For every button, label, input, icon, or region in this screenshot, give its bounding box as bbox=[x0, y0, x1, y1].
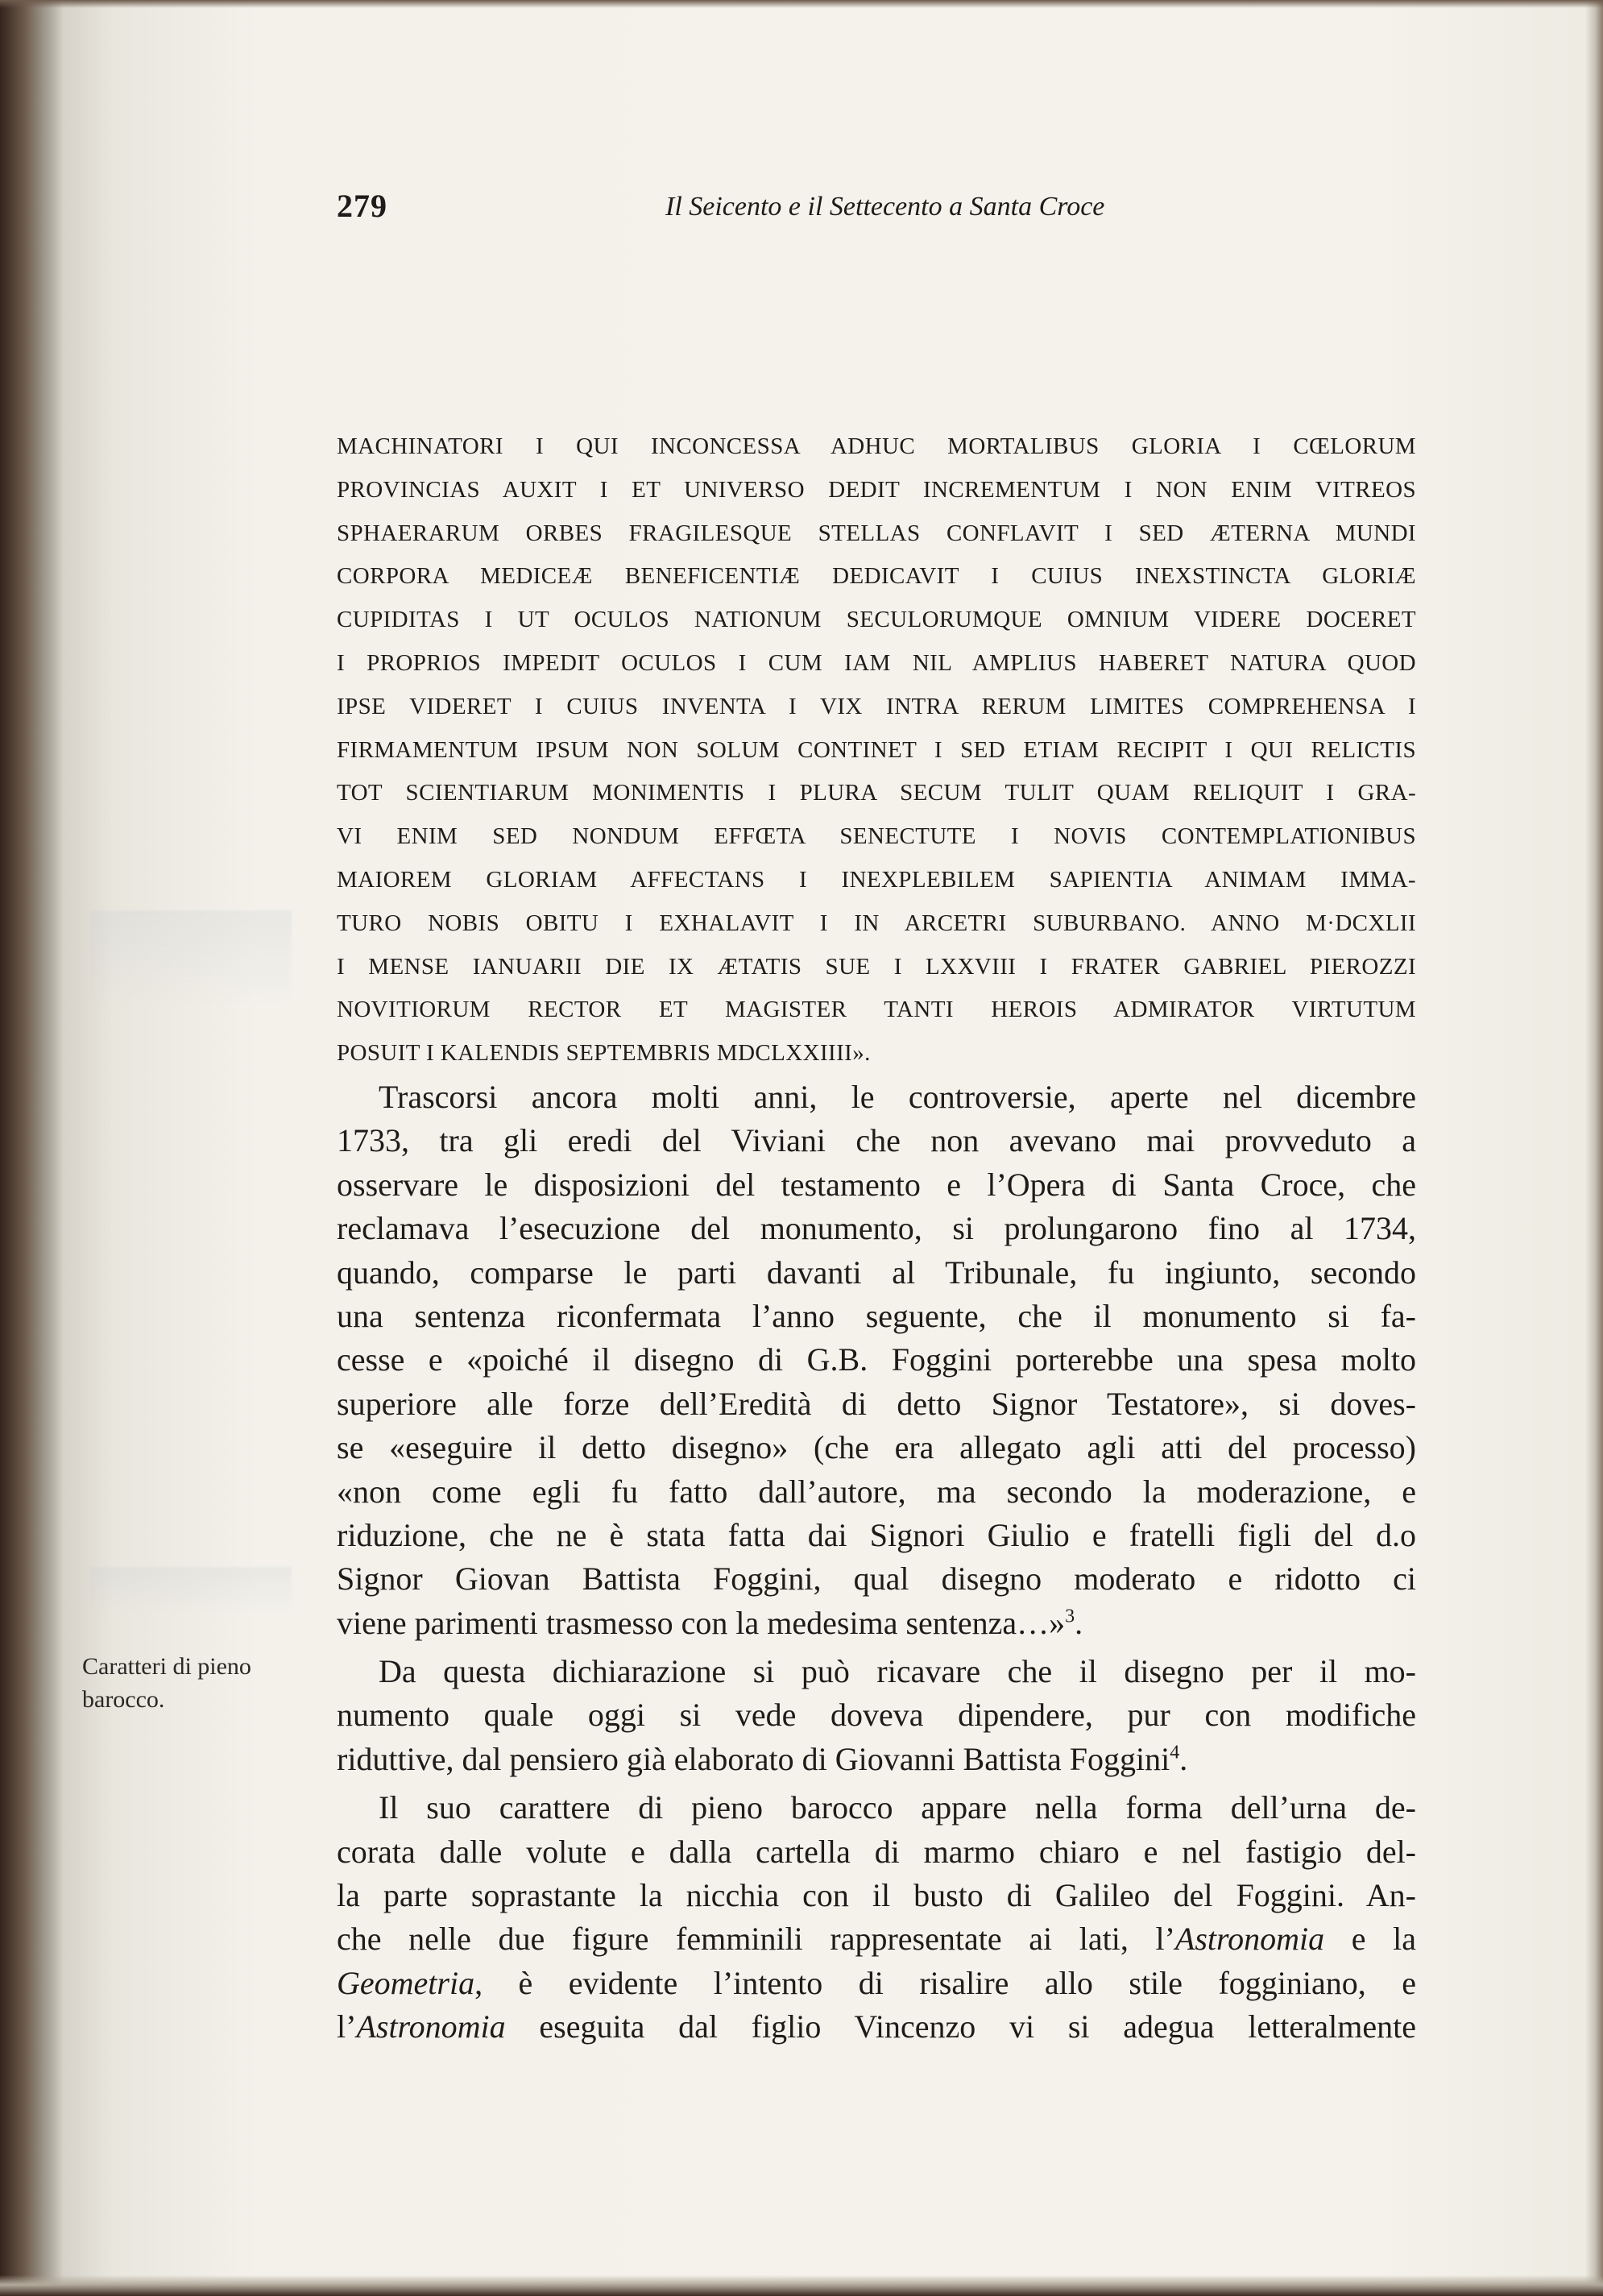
inscription-line: SPHAERARUM ORBES FRAGILESQUE STELLAS CONFLAVIT I SED ÆTERNA MUNDI bbox=[337, 520, 1416, 546]
page-edge-right bbox=[1585, 0, 1603, 2296]
body-line: corata dalle volute e dalla cartella di marmo chiaro e nel fastigio del- bbox=[337, 1833, 1416, 1870]
body-line: la parte soprastante la nicchia con il busto di Galileo del Foggini. An- bbox=[337, 1877, 1416, 1914]
inscription-line: CORPORA MEDICEÆ BENEFICENTIÆ DEDICAVIT I CUIUS INEXSTINCTA GLORIÆ bbox=[337, 563, 1416, 590]
period: . bbox=[1075, 1604, 1083, 1641]
body-line: cesse e «poiché il disegno di G.B. Foggini porterebbe una spesa molto bbox=[337, 1341, 1416, 1378]
footnote-ref[interactable]: 3 bbox=[1065, 1606, 1075, 1627]
body-line-text: e la bbox=[1324, 1921, 1416, 1958]
inscription-line: IPSE VIDERET I CUIUS INVENTA I VIX INTRA RERUM LIMITES COMPREHENSA I bbox=[337, 693, 1416, 719]
body-line: se «eseguire il detto disegno» (che era allegato agli atti del processo) bbox=[337, 1429, 1416, 1466]
body-line bbox=[337, 1962, 1416, 2005]
body-line bbox=[337, 1917, 1416, 1961]
body-line: reclamava l’esecuzione del monumento, si prolungarono fino al 1734, bbox=[337, 1210, 1416, 1247]
show-through-smudge bbox=[90, 1567, 292, 1615]
body-line: osservare le disposizioni del testamento e l’Opera di Santa Croce, che bbox=[337, 1166, 1416, 1203]
running-title: Il Seicento e il Settecento a Santa Croce bbox=[665, 192, 1105, 222]
latin-inscription bbox=[337, 425, 1416, 1075]
body-line: Il suo carattere di pieno barocco appare nella forma dell’urna de- bbox=[379, 1789, 1416, 1826]
running-header bbox=[337, 187, 1416, 235]
italic-term: Astronomia bbox=[356, 2008, 506, 2045]
body-line bbox=[337, 2005, 1416, 2049]
body-line: Signor Giovan Battista Foggini, qual disegno moderato e ridotto ci bbox=[337, 1560, 1416, 1598]
body-line-text: viene parimenti trasmesso con la medesima sentenza…» bbox=[337, 1604, 1066, 1641]
body-line-text: l’ bbox=[337, 2008, 357, 2045]
inscription-line: VI ENIM SED NONDUM EFFŒTA SENECTUTE I NOVIS CONTEMPLATIONIBUS bbox=[337, 823, 1416, 850]
body-line-text: , è evidente l’intento di risalire allo stile fogginiano, e bbox=[474, 1964, 1416, 2001]
inscription-line: CUPIDITAS I UT OCULOS NATIONUM SECULORUMQUE OMNIUM VIDERE DOCERET bbox=[337, 607, 1416, 633]
inscription-line: POSUIT I KALENDIS SEPTEMBRIS MDCLXXIIII». bbox=[337, 1040, 871, 1067]
inscription-line: MAIOREM GLORIAM AFFECTANS I INEXPLEBILEM SAPIENTIA ANIMAM IMMA- bbox=[337, 866, 1416, 893]
italic-term: Geometria bbox=[337, 1964, 475, 2001]
inscription-line: NOVITIORUM RECTOR ET MAGISTER TANTI HEROIS ADMIRATOR VIRTUTUM bbox=[337, 997, 1416, 1023]
page-number: 279 bbox=[337, 188, 387, 224]
body-line-text: riduttive, dal pensiero già elaborato di Giovanni Battista Foggini bbox=[337, 1740, 1170, 1777]
body-line: Trascorsi ancora molti anni, le controversie, aperte nel dicembre bbox=[379, 1079, 1416, 1115]
inscription-line: FIRMAMENTUM IPSUM NON SOLUM CONTINET I SED ETIAM RECIPIT I QUI RELICTIS bbox=[337, 736, 1416, 763]
inscription-line: PROVINCIAS AUXIT I ET UNIVERSO DEDIT INCREMENTUM I NON ENIM VITREOS bbox=[337, 476, 1416, 503]
show-through-smudge bbox=[90, 910, 292, 1007]
footnote-ref[interactable]: 4 bbox=[1170, 1742, 1180, 1763]
body-paragraphs bbox=[337, 1075, 1416, 2049]
body-line: Da questa dichiarazione si può ricavare che il disegno per il mo- bbox=[379, 1653, 1416, 1690]
margin-note: Caratteri di pieno barocco. bbox=[82, 1653, 251, 1713]
body-line bbox=[337, 1602, 1416, 1645]
body-line-text: che nelle due figure femminili rappresentate ai lati, l’ bbox=[337, 1921, 1175, 1958]
page-edge-bottom bbox=[0, 2275, 1603, 2296]
inscription-line: I PROPRIOS IMPEDIT OCULOS I CUM IAM NIL AMPLIUS HABERET NATURA QUOD bbox=[337, 649, 1416, 676]
body-line: numento quale oggi si vede doveva dipendere, pur con modifiche bbox=[337, 1697, 1416, 1734]
body-line: quando, comparse le parti davanti al Tribunale, fu ingiunto, secondo bbox=[337, 1254, 1416, 1291]
body-line bbox=[337, 1738, 1416, 1781]
body-line: riduzione, che ne è stata fatta dai Signori Giulio e fratelli figli del d.o bbox=[337, 1516, 1416, 1553]
page-gutter-shadow bbox=[0, 0, 63, 2296]
page-edge-top bbox=[0, 0, 1603, 8]
body-line: «non come egli fu fatto dall’autore, ma secondo la moderazione, e bbox=[337, 1473, 1416, 1510]
body-line: una sentenza riconfermata l’anno seguente, che il monumento si fa- bbox=[337, 1297, 1416, 1334]
period: . bbox=[1179, 1740, 1188, 1777]
body-line: 1733, tra gli eredi del Viviani che non avevano mai provveduto a bbox=[337, 1122, 1416, 1159]
inscription-line: I MENSE IANUARII DIE IX ÆTATIS SUE I LXXVIII I FRATER GABRIEL PIEROZZI bbox=[337, 953, 1416, 980]
italic-term: Astronomia bbox=[1174, 1921, 1325, 1958]
body-line-text: eseguita dal figlio Vincenzo vi si adegua letteralmente bbox=[539, 2008, 1416, 2045]
body-line: superiore alle forze dell’Eredità di detto Signor Testatore», si doves- bbox=[337, 1385, 1416, 1422]
inscription-line: TURO NOBIS OBITU I EXHALAVIT I IN ARCETRI SUBURBANO. ANNO M·DCXLII bbox=[337, 910, 1416, 936]
inscription-line: TOT SCIENTIARUM MONIMENTIS I PLURA SECUM TULIT QUAM RELIQUIT I GRA- bbox=[337, 780, 1416, 806]
inscription-line: MACHINATORI I QUI INCONCESSA ADHUC MORTALIBUS GLORIA I CŒLORUM bbox=[337, 433, 1416, 459]
